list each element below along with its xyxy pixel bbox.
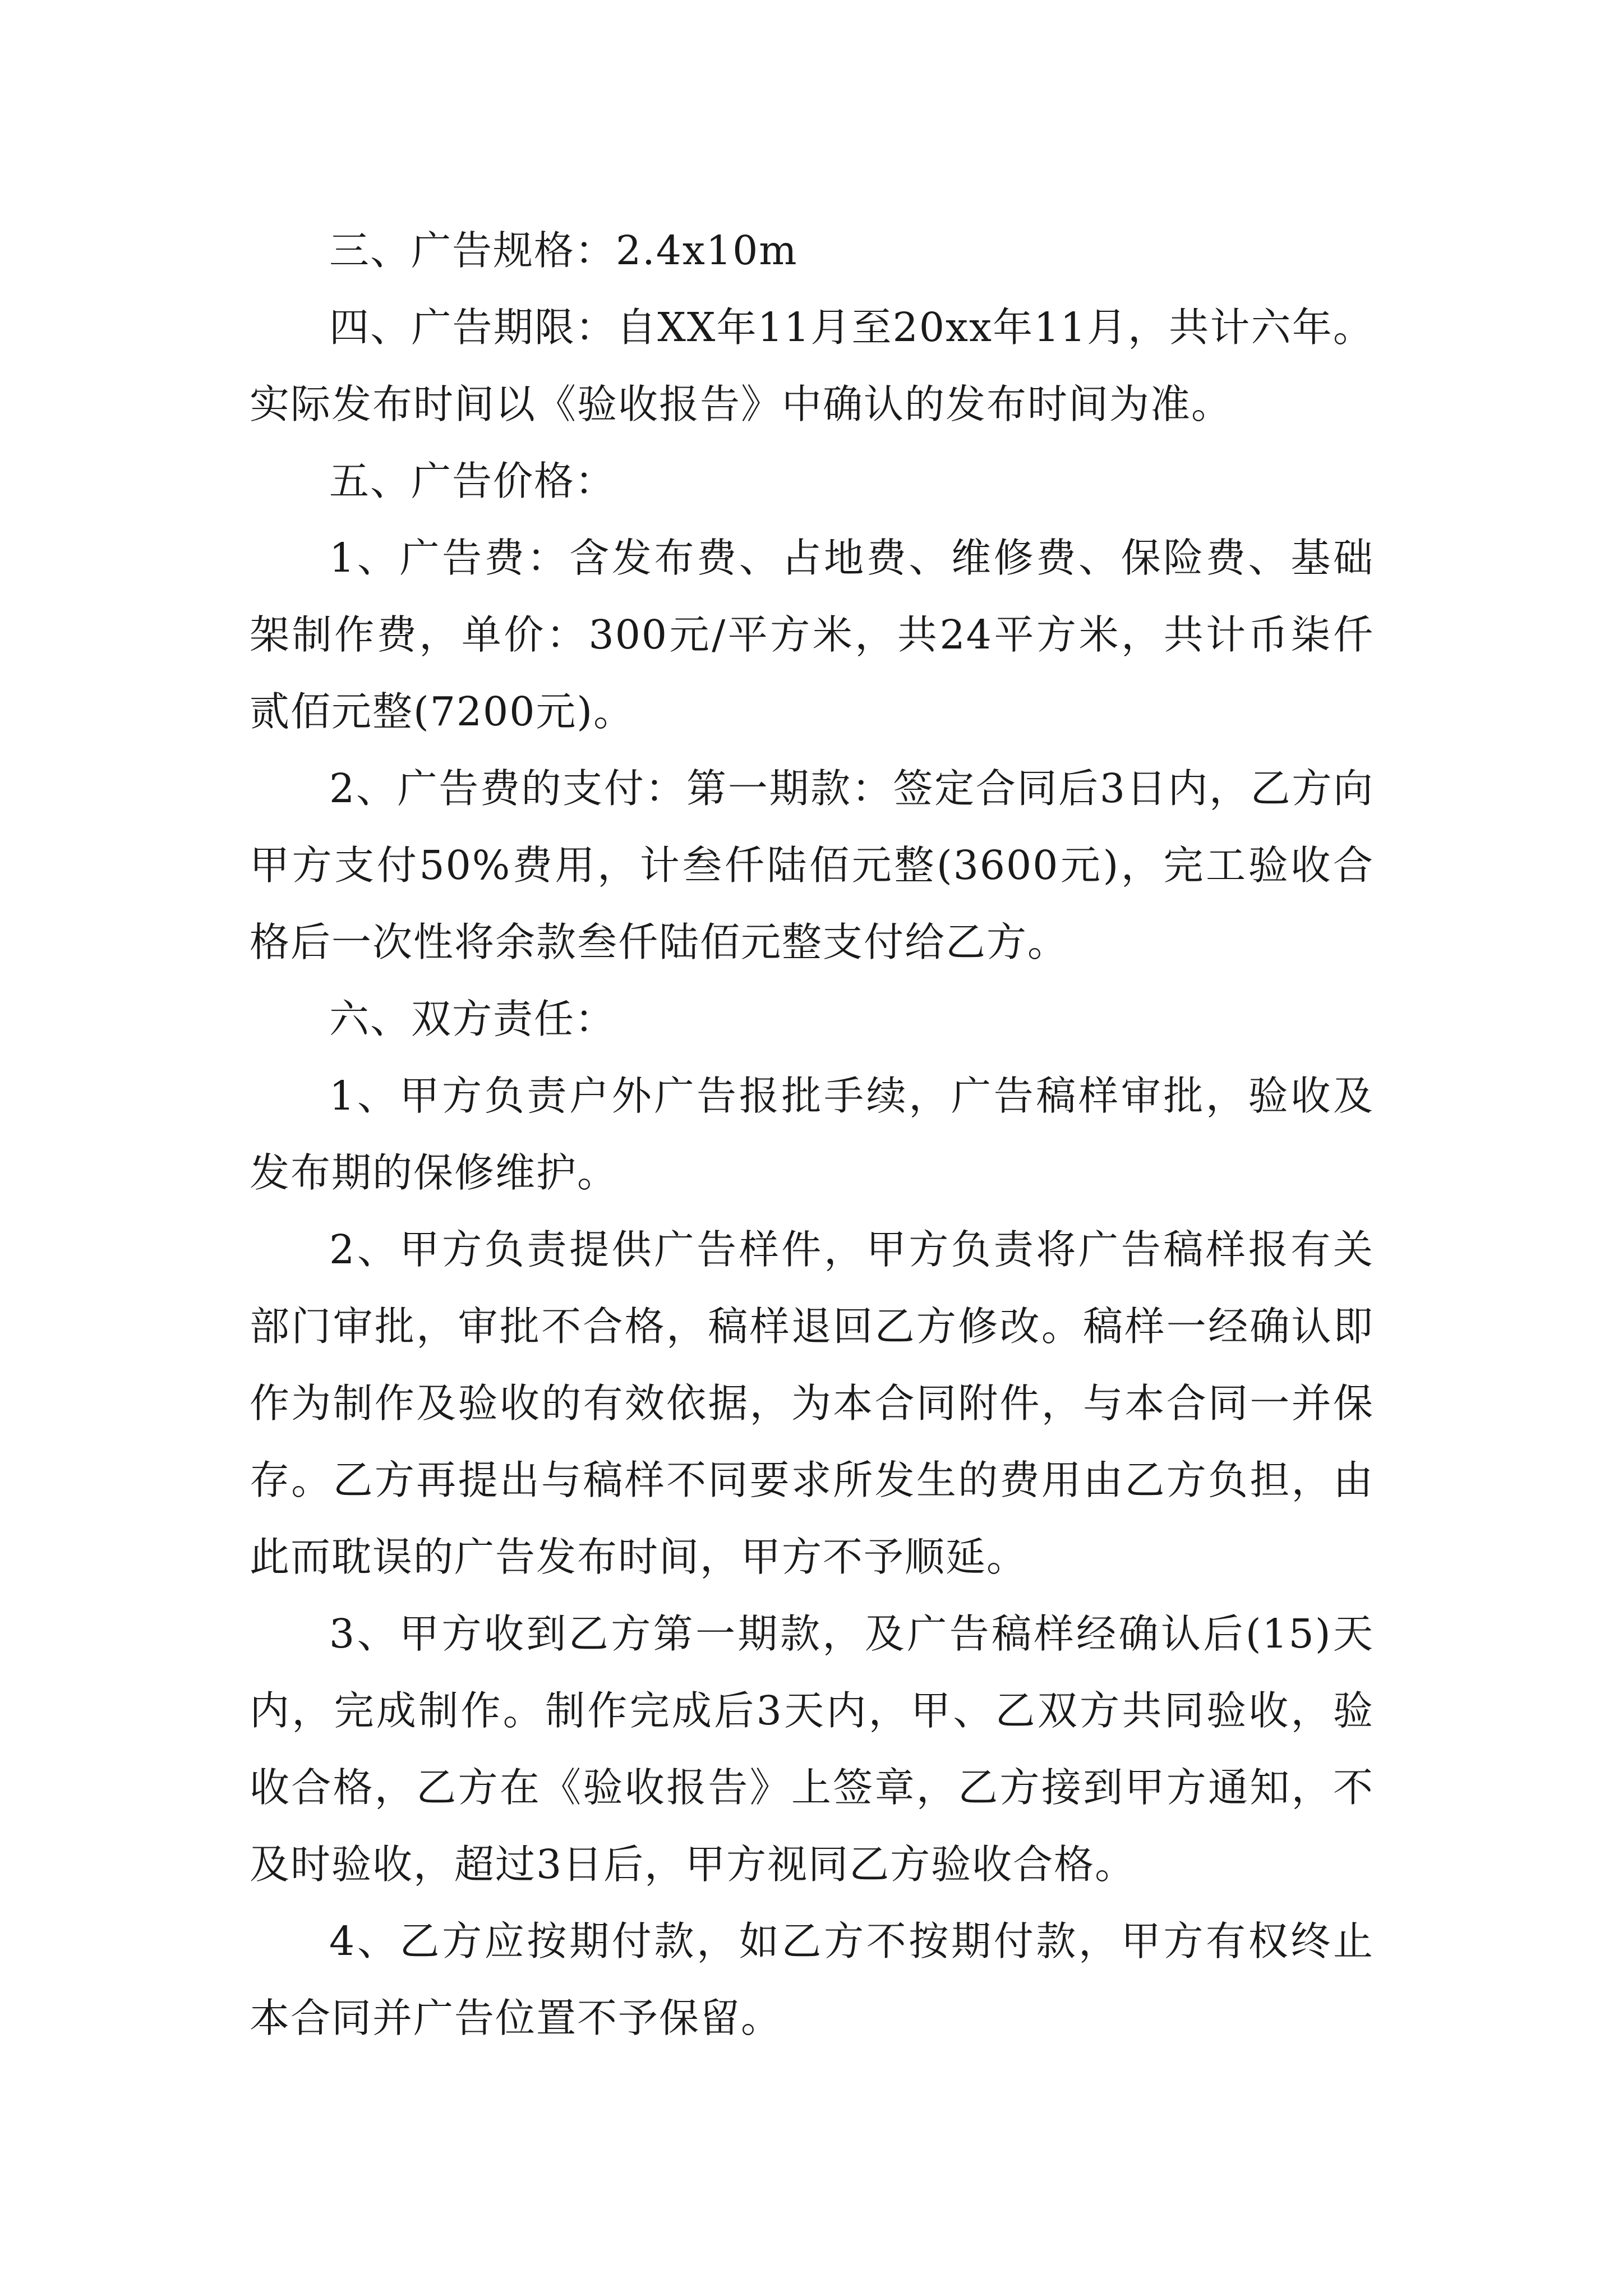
section-3-ad-spec: 三、广告规格：2.4x10m	[329, 227, 798, 274]
contract-text-body	[250, 212, 1374, 2056]
section-6-item-1: 1、甲方负责户外广告报批手续，广告稿样审批，验收及发布期的保修维护。	[250, 1073, 1374, 1196]
section-6-responsibilities-heading: 六、双方责任：	[329, 996, 616, 1042]
section-6-item-2: 2、甲方负责提供广告样件，甲方负责将广告稿样报有关部门审批，审批不合格，稿样退回乙方修改。稿样一经确认即作为制作及验收的有效依据，为本合同附件，与本合同一并保存。乙方再提出与稿样不同要求所发生的费用由乙方负担，由此而耽误的广告发布时间，甲方不予顺延。	[250, 1226, 1374, 1580]
section-6-item-4: 4、乙方应按期付款，如乙方不按期付款，甲方有权终止本合同并广告位置不予保留。	[250, 1918, 1374, 2041]
section-5-ad-price-heading: 五、广告价格：	[329, 458, 616, 504]
section-6-item-3: 3、甲方收到乙方第一期款，及广告稿样经确认后(15)天内，完成制作。制作完成后3天内，甲、乙双方共同验收，验收合格，乙方在《验收报告》上签章，乙方接到甲方通知，不及时验收，超过3日后，甲方视同乙方验收合格。	[250, 1611, 1374, 1888]
section-5-item-2-payment: 2、广告费的支付：第一期款：签定合同后3日内，乙方向甲方支付50%费用，计叁仟陆佰元整(3600元)，完工验收合格后一次性将余款叁仟陆佰元整支付给乙方。	[250, 765, 1374, 965]
section-4-ad-period: 四、广告期限：自XX年11月至20xx年11月，共计六年。实际发布时间以《验收报告》中确认的发布时间为准。	[250, 304, 1374, 427]
section-5-item-1-ad-fee: 1、广告费：含发布费、占地费、维修费、保险费、基础架制作费，单价：300元/平方米，共24平方米，共计币柒仟贰佰元整(7200元)。	[250, 535, 1374, 735]
